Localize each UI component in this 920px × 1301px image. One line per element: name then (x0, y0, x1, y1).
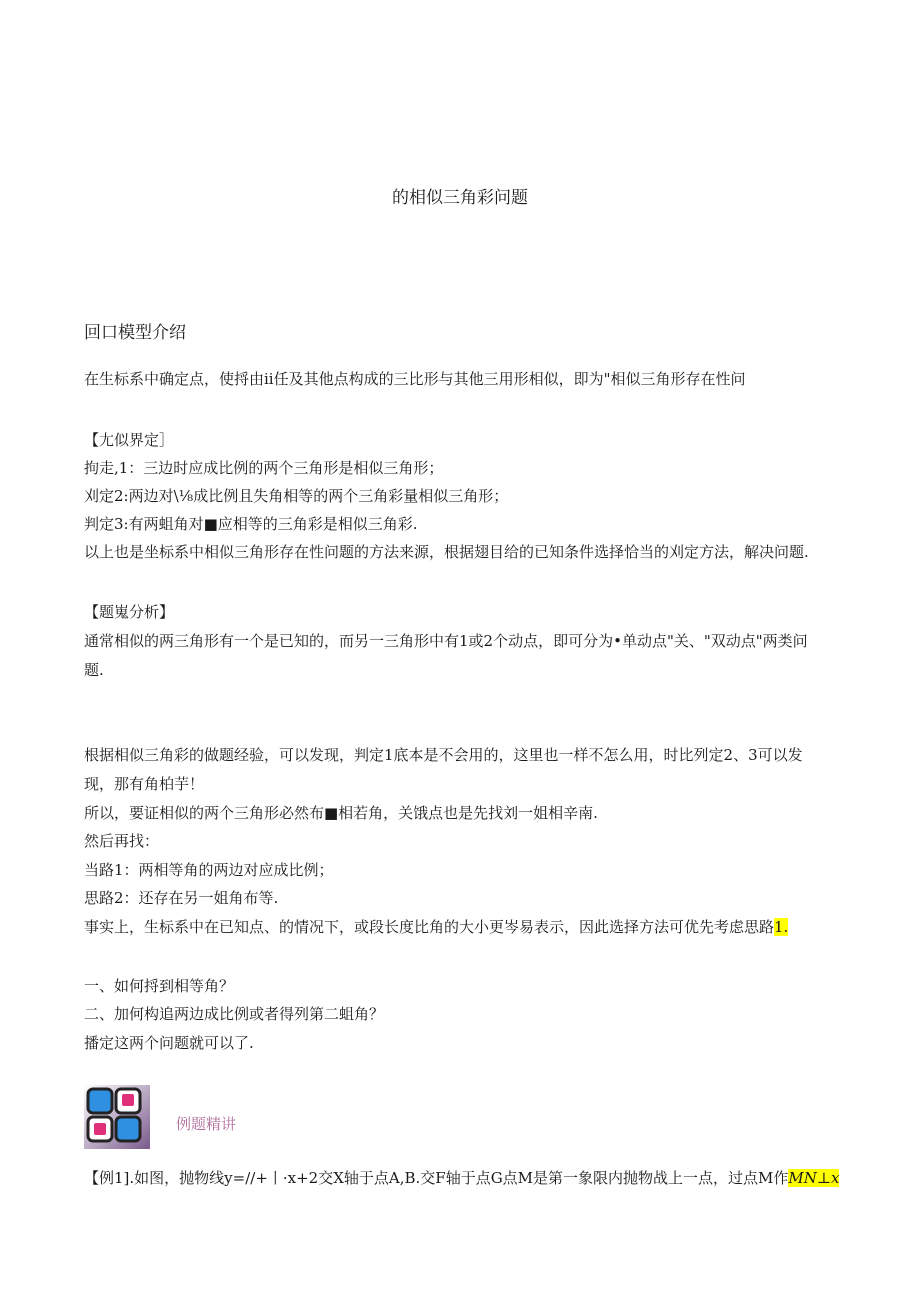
definition-item-2: 刈定2:两边对\⅛成比例且失角相等的两个三角彩量相似三角形； (84, 487, 509, 505)
example-section-label: 例题精讲 (176, 1115, 237, 1133)
experience-line-3: 所以，要证相似的两个三角形必然布■相若角，关饿点也是先找刘一姐相辛南. (84, 804, 598, 822)
definition-summary: 以上也是坐标系中相似三角形存在性问题的方法来源，根据翅目给的已知条件选择恰当的刈定方法，解决问题. (84, 543, 809, 561)
intro-paragraph: 在生标系中确定点，使捋由ii任及其他点构成的三比形与其他三用形相似，即为"相似三角形存在性问 (84, 370, 746, 388)
four-squares-logo-icon (84, 1085, 150, 1149)
question-3: 播定这两个问题就可以了. (84, 1034, 254, 1052)
experience-line-4: 然后再找： (84, 832, 160, 850)
analysis-heading: 【题嵬分析】 (84, 603, 175, 621)
definition-item-3: 判定3:有两蛆角对■应相等的三角彩是相似三角彩. (84, 515, 418, 533)
definition-item-1: 拘走,1：三边时应成比例的两个三角形是相似三角形； (84, 459, 444, 477)
experience-line-6: 思路2：还存在另一姐角布等. (84, 889, 279, 907)
example-1-tail-highlight: MN⊥x (788, 1169, 840, 1187)
experience-line-1: 根据相似三角彩的做题经验，可以发现，判定1底本是不会用的，这里也一样不怎么用，时比列定2、3可以发 (84, 746, 803, 764)
page-title: 的相似三角彩问题 (392, 188, 528, 208)
experience-line-7-text: 事实上，生标系中在已知点、的情况下，或段长度比角的大小更岑易表示，因此选择方法可优先考虑思路 (84, 918, 775, 936)
definition-heading: 【尢似界定］ (84, 431, 175, 449)
experience-line-7 (84, 916, 788, 938)
example-1-text (84, 1167, 839, 1189)
question-2: 二、加何构追两边成比例或者得列第二蛆角？ (84, 1005, 385, 1023)
example-1-main: 【例1].如图，抛物线y=∕∕+丨·x+2交X轴于点A,B.交F轴于点G点M是第一象限内抛物战上一点，过点M作 (84, 1169, 789, 1187)
analysis-line-1: 通常相似的两三角形有一个是已知的，而另一三角形中有1或2个动点，即可分为•单动点"关、"双动点"两类问 (84, 632, 808, 650)
question-1: 一、如何捋到相等角？ (84, 977, 235, 995)
experience-line-2: 现，那有角柏芋！ (84, 775, 205, 793)
analysis-line-2: 题. (84, 661, 104, 679)
experience-line-5: 当路1：两相等角的两边对应成比例； (84, 861, 334, 879)
highlighted-text: 1. (774, 918, 789, 936)
section-heading: 回口模型介绍 (84, 323, 186, 343)
